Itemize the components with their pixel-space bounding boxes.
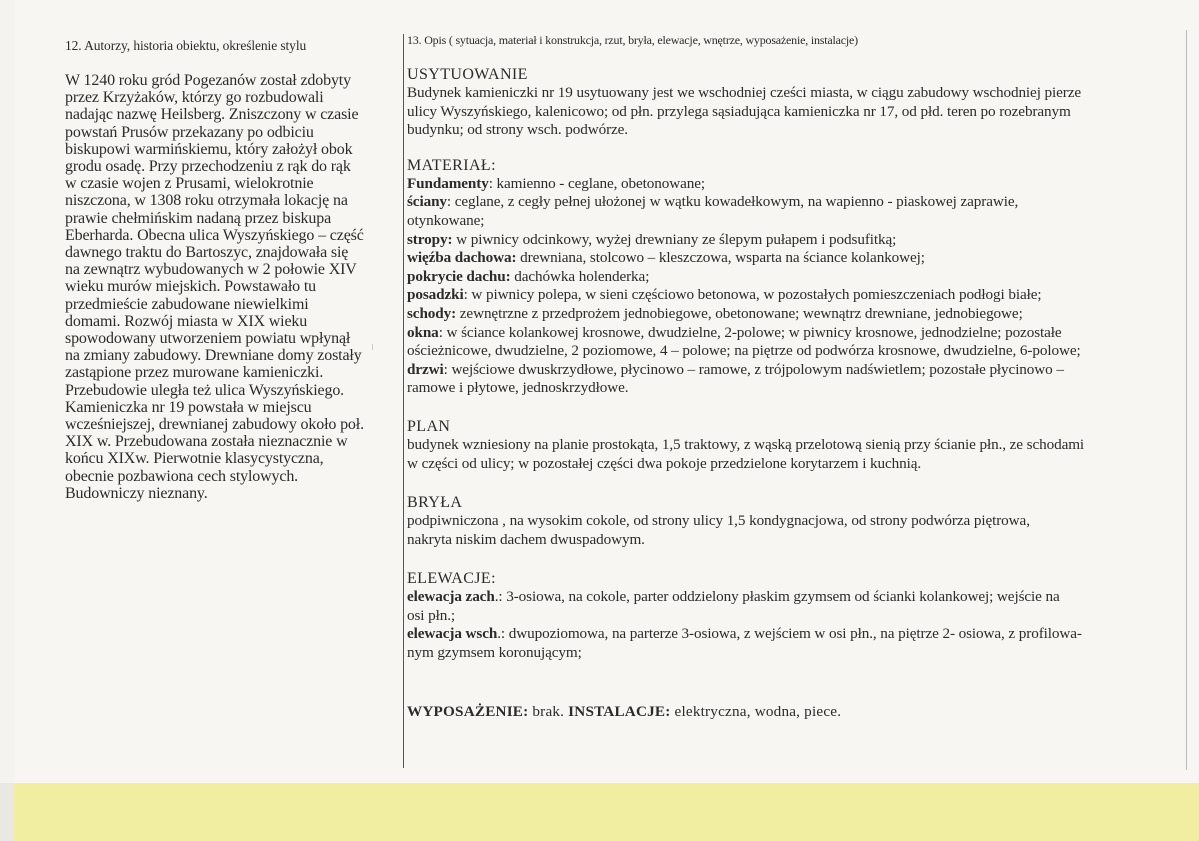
history-line: na zmiany zabudowy. Drewniane domy zostały [65, 347, 362, 365]
usytuowanie-line: budynku; od strony wsch. podwórze. [407, 121, 629, 139]
history-line: spowodowany utworzeniem powiatu wpłynął [65, 330, 351, 348]
material-line-label: posadzki [407, 286, 464, 304]
scan-margin [0, 783, 14, 841]
wyposazenie-label: WYPOSAŻENIE: [407, 702, 529, 720]
material-line-label: drzwi [407, 360, 444, 378]
section-title-elewacje: ELEWACJE: [407, 570, 496, 588]
material-line-value: dachówka holenderka; [510, 267, 650, 285]
wyposazenie-instalacje-line [407, 703, 1199, 721]
material-line [407, 212, 1199, 231]
instalacje-value: elektryczna, wodna, piece. [670, 702, 842, 720]
material-line-value: ościeżnicowe, dwudzielne, 2 poziomowe, 4 – polowe; na piętrze od podwórza krosnowe, dwudzielne, 6-polowe; [407, 342, 1081, 360]
material-line-value: w piwnicy odcinkowy, wyżej drewniany ze ślepym pułapem i podsufitką; [452, 230, 897, 248]
plan-line: budynek wzniesiony na planie prostokąta, 1,5 traktowy, z wąską przelotową sienią przy ścianie płn., ze schodami [407, 435, 1085, 453]
history-line: obecnie pozbawiona cech stylowych. [65, 467, 299, 485]
history-line: grodu osadę. Przy przechodzeniu z rąk do rąk [65, 158, 351, 176]
material-line-label: okna [407, 323, 439, 341]
plan-line: w części od ulicy; w pozostałej części dwa pokoje przedzielone korytarzem i kuchnią. [407, 454, 922, 472]
material-line-label: ściany [407, 193, 447, 211]
material-line-label: stropy: [407, 230, 453, 248]
history-line: XIX w. Przebudowana została nieznacznie w [65, 433, 348, 451]
history-line: Budowniczy nieznany. [65, 484, 208, 502]
yellow-footer-band [14, 783, 1199, 841]
material-line-value: ramowe i płytowe, jednoskrzydłowe. [407, 379, 629, 397]
material-line-value: : kamienno - ceglane, obetonowane; [488, 174, 706, 192]
usytuowanie-text [407, 84, 1199, 140]
elewacja-line-value: osi płn.; [407, 606, 456, 624]
material-line [407, 286, 1199, 305]
material-line-value: zewnętrzne z przedprożem jednobiegowe, obetonowane; wewnątrz drewniane, jednobiegowe; [456, 304, 1023, 322]
column-divider [403, 34, 404, 768]
elewacja-line [407, 588, 1199, 607]
material-line-label: pokrycie dachu: [407, 267, 511, 285]
history-text [65, 72, 395, 502]
history-line: biskupowi warmińskiemu, który założył obok [65, 140, 353, 158]
material-line [407, 231, 1199, 250]
material-line [407, 305, 1199, 324]
usytuowanie-line: ulicy Wyszyńskiego, kalenicowo; od płn. przylega sąsiadująca kamieniczka nr 17, od płd. teren po rozebranym [407, 102, 1071, 120]
bryla-line: podpiwniczona , na wysokim cokole, od strony ulicy 1,5 kondygnacjowa, od strony podwórza piętrowa, [407, 512, 1030, 530]
elewacja-line-value: nym gzymsem koronującym; [407, 644, 582, 662]
history-line: Kamieniczka nr 19 powstała w miejscu [65, 398, 312, 416]
description-heading: 13. Opis ( sytuacja, materiał i konstrukcja, rzut, bryła, elewacje, wnętrze, wyposażenie, instalacje) [407, 33, 858, 47]
material-line-value: : ceglane, z cegły pełnej ułożonej w wątku kowadełkowym, na wapienno - piaskowej zaprawie, [446, 193, 1019, 211]
material-line-value: drewniana, stolcowo – kleszczowa, wsparta na ściance kolankowej; [516, 249, 925, 267]
elewacja-line [407, 644, 1199, 663]
history-line: nadając nazwę Heilsberg. Zniszczony w czasie [65, 106, 359, 124]
instalacje-label: INSTALACJE: [568, 702, 671, 720]
material-text [407, 175, 1199, 398]
elewacja-line-label: elewacja wsch [407, 625, 498, 643]
plan-text [407, 436, 1199, 473]
material-line-value: : wejściowe dwuskrzydłowe, płycinowo – ramowe, z trójpolowym nadświetlem; pozostałe płycinowo – [443, 360, 1064, 378]
history-line: domami. Rozwój miasta w XIX wieku [65, 312, 308, 330]
history-line: na zewnątrz wybudowanych w 2 połowie XIV [65, 261, 357, 279]
usytuowanie-line: Budynek kamieniczki nr 19 usytuowany jest we wschodniej cześci miasta, w ciągu zabudowy wschodniej pierze [407, 84, 1082, 101]
history-line: niszczona, w 1308 roku otrzymała lokację na [65, 192, 348, 210]
material-line [407, 361, 1199, 380]
material-line [407, 342, 1199, 361]
history-line: Eberharda. Obecna ulica Wyszyńskiego – część [65, 226, 364, 244]
bryla-line: nakryta niskim dachem dwuspadowym. [407, 530, 645, 548]
material-line [407, 249, 1199, 268]
history-line: przez Krzyżaków, którzy go rozbudowali [65, 89, 324, 107]
history-line: wieku murów miejskich. Powstawało tu [65, 278, 317, 296]
bryla-text [407, 512, 1199, 549]
elewacja-line-label: elewacja zach [407, 588, 495, 606]
description-column [407, 33, 1199, 721]
history-line: powstań Prusów przekazany po odbiciu [65, 123, 314, 141]
material-line [407, 193, 1199, 212]
history-heading: 12. Autorzy, historia obiektu, określenie stylu [65, 38, 307, 53]
elewacja-line [407, 625, 1199, 644]
material-line-value: : w piwnicy polepa, w sieni częściowo betonowa, w pozostałych pomieszczeniach podłogi białe; [463, 286, 1042, 304]
history-line: prawie chełmińskim nadaną przez biskupa [65, 209, 332, 227]
elewacje-text [407, 588, 1199, 662]
history-line: zastąpione przez murowane kamieniczki. [65, 364, 324, 382]
history-line: Przebudowie uległa też ulica Wyszyńskiego. [65, 381, 345, 399]
history-line: końcu XIXw. Pierwotnie klasycystyczna, [65, 450, 324, 468]
section-title-material: MATERIAŁ: [407, 156, 496, 174]
elewacja-line [407, 607, 1199, 626]
elewacja-line-value: .: 3-osiowa, na cokole, parter oddzielony płaskim gzymsem od ścianki kolankowej; wejście na [494, 588, 1060, 606]
material-line-label: Fundamenty [407, 174, 489, 192]
history-line: wcześniejszej, drewnianej zabudowy około poł. [65, 416, 364, 434]
history-line: w czasie wojen z Prusami, wielokrotnie [65, 175, 314, 193]
history-line: przedmieście zabudowane niewielkimi [65, 295, 309, 313]
material-line-label: więźba dachowa: [407, 249, 517, 267]
material-line-value: : w ściance kolankowej krosnowe, dwudzielne, 2-polowe; w piwnicy krosnowe, jednodzielne; pozostałe [438, 323, 1062, 341]
history-column [65, 38, 395, 502]
material-line-value: otynkowane; [407, 211, 485, 229]
material-line [407, 379, 1199, 398]
history-line: dawnego traktu do Bartoszyc, znajdowała się [65, 244, 349, 262]
material-line [407, 175, 1199, 194]
material-line [407, 268, 1199, 287]
history-line: W 1240 roku gród Pogezanów został zdobyty [65, 72, 351, 89]
section-title-usytuowanie: USYTUOWANIE [407, 66, 528, 83]
elewacja-line-value: .: dwupoziomowa, na parterze 3-osiowa, z wejściem w osi płn., na piętrze 2- osiowa, z profilowa- [497, 625, 1082, 643]
section-title-bryla: BRYŁA [407, 494, 463, 512]
material-line-label: schody: [407, 304, 457, 322]
material-line [407, 324, 1199, 343]
section-title-plan: PLAN [407, 417, 451, 435]
wyposazenie-value: brak. [528, 702, 569, 720]
